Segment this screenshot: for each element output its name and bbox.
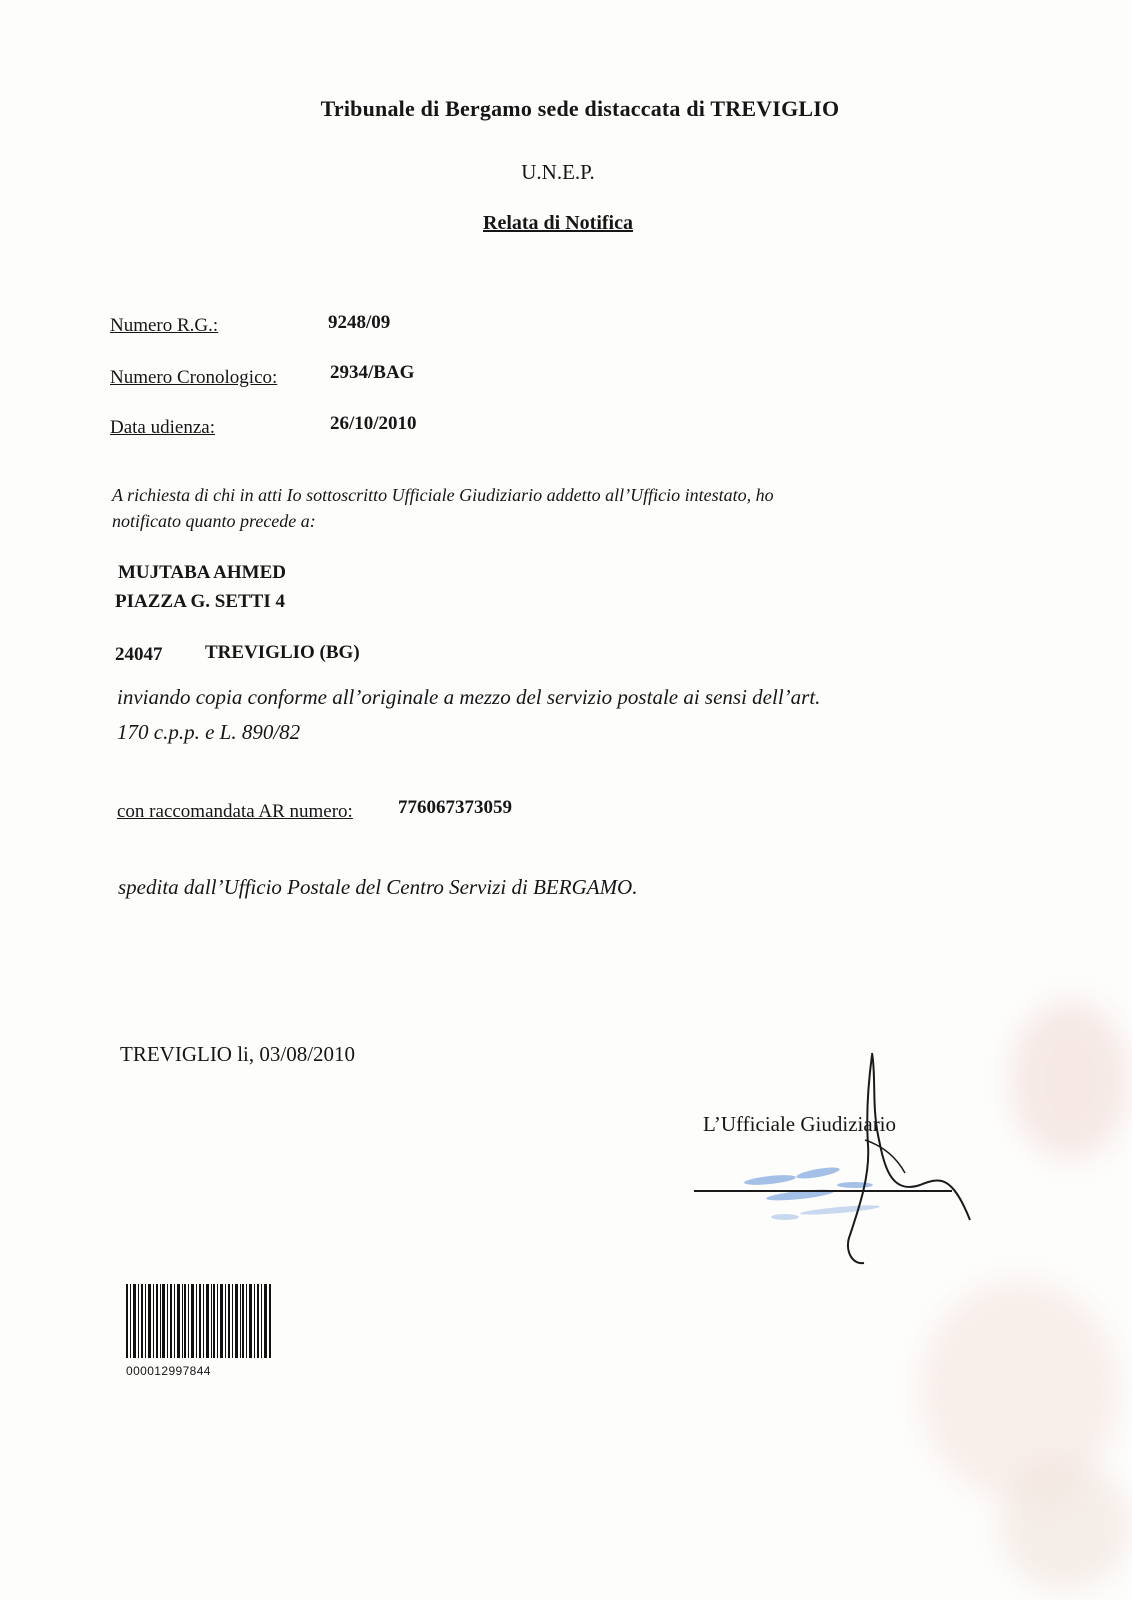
barcode-number: 000012997844 xyxy=(126,1364,211,1378)
recipient-street: PIAZZA G. SETTI 4 xyxy=(115,591,285,612)
office-name: U.N.E.P. xyxy=(521,160,595,184)
signatory-title: L’Ufficiale Giudiziario xyxy=(703,1112,897,1136)
request-text-line2: notificato quanto precede a: xyxy=(112,511,316,531)
field-label-cronologico: Numero Cronologico: xyxy=(110,367,278,388)
barcode-graphic xyxy=(126,1284,272,1358)
field-value-udienza: 26/10/2010 xyxy=(330,413,417,434)
signature-stamp-graphic xyxy=(690,1045,990,1275)
request-text-line1: A richiesta di chi in atti Io sottoscritto Ufficiale Giudiziario addetto all’Ufficio intestato, ho xyxy=(112,485,774,505)
registered-mail-number: 776067373059 xyxy=(398,797,512,818)
paper-stain xyxy=(1000,1460,1130,1590)
recipient-name: MUJTABA AHMED xyxy=(118,562,287,583)
recipient-postcode: 24047 xyxy=(115,644,163,665)
field-label-udienza: Data udienza: xyxy=(110,417,215,438)
registered-mail-label: con raccomandata AR numero: xyxy=(117,801,353,822)
paper-stain xyxy=(1010,1000,1130,1160)
sending-text-line2: 170 c.p.p. e L. 890/82 xyxy=(117,720,301,744)
field-value-rg: 9248/09 xyxy=(328,312,391,333)
recipient-city: TREVIGLIO (BG) xyxy=(205,642,360,663)
sent-from-text: spedita dall’Ufficio Postale del Centro Servizi di BERGAMO. xyxy=(118,875,638,899)
field-label-rg: Numero R.G.: xyxy=(110,315,219,336)
place-and-date: TREVIGLIO li, 03/08/2010 xyxy=(120,1042,356,1066)
field-value-cronologico: 2934/BAG xyxy=(330,362,415,383)
sending-text-line1: inviando copia conforme all’originale a mezzo del servizio postale ai sensi dell’art. xyxy=(117,685,821,709)
document-title: Tribunale di Bergamo sede distaccata di TREVIGLIO xyxy=(320,96,840,121)
document-subject: Relata di Notifica xyxy=(483,212,633,234)
